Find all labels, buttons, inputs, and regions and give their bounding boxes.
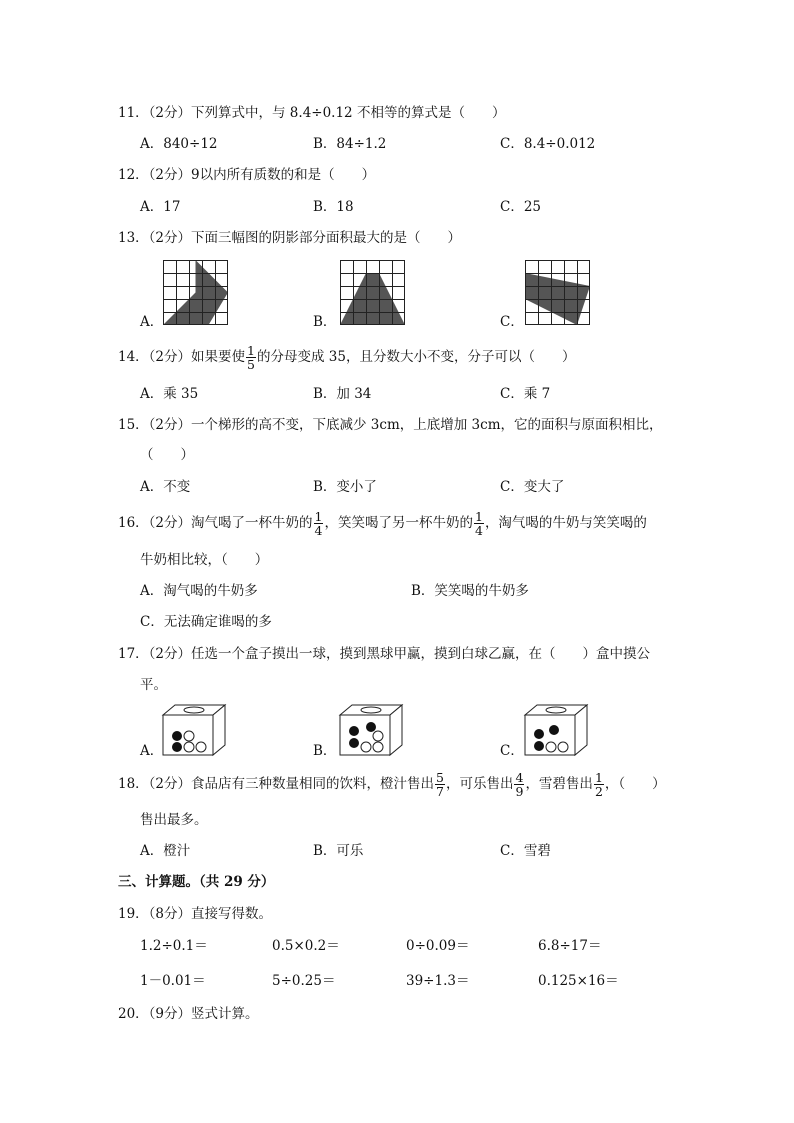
q18-frac3-num: 1 xyxy=(594,770,603,785)
q17-stem: 17．（2分）任选一个盒子摸出一球，摸到黑球甲赢，摸到白球乙赢，在（ ）盒中摸公 xyxy=(118,646,651,662)
black-ball xyxy=(349,726,359,736)
q15-stem-line2: （ ） xyxy=(140,447,194,463)
white-ball xyxy=(373,731,383,741)
q18-stem xyxy=(118,771,666,798)
q14-fraction xyxy=(246,344,256,371)
black-ball xyxy=(534,741,544,751)
q14-option-a: A．乘 35 xyxy=(140,386,199,402)
ball-box-c xyxy=(522,703,590,757)
black-ball xyxy=(549,725,559,735)
q13-option-a: A． xyxy=(140,314,164,330)
q18-stem-line2: 售出最多。 xyxy=(140,812,208,828)
q16-option-c: C．无法确定谁喝的多 xyxy=(140,614,272,630)
q16-frac2-num: 1 xyxy=(474,509,483,524)
q13-stem: 13．（2分）下面三幅图的阴影部分面积最大的是（ ） xyxy=(118,230,462,246)
q14-stem-pre: 14．（2分）如果要使 xyxy=(118,349,246,365)
q16-stem xyxy=(118,510,647,537)
q16-option-b: B．笑笑喝的牛奶多 xyxy=(411,583,529,599)
q14-frac-num: 1 xyxy=(247,343,255,358)
q19-stem: 19．（8分）直接写得数。 xyxy=(118,906,273,922)
q14-stem xyxy=(118,344,575,371)
q18-frac2-den: 9 xyxy=(515,784,524,799)
q12-option-b: B．18 xyxy=(313,199,354,215)
q14-option-c: C．乘 7 xyxy=(500,386,551,402)
q13-option-c: C． xyxy=(500,314,524,330)
q18-option-b: B．可乐 xyxy=(313,843,364,859)
q13-option-b: B． xyxy=(313,314,337,330)
q16-stem-mid: ，笑笑喝了另一杯牛奶的 xyxy=(324,515,473,531)
q16-fraction-2 xyxy=(474,510,484,537)
ball-box-a xyxy=(160,703,228,757)
q15-option-a: A．不变 xyxy=(140,479,191,495)
q18-stem-mid1: ，可乐售出 xyxy=(445,776,514,792)
ball-box-b xyxy=(337,703,405,757)
white-ball xyxy=(373,742,383,752)
grid-figure-b xyxy=(340,260,406,326)
q16-fraction-1 xyxy=(314,510,324,537)
q14-option-b: B．加 34 xyxy=(313,386,372,402)
q19-expr: 39÷1.3＝ xyxy=(406,973,470,989)
white-ball xyxy=(558,742,568,752)
grid-figure-c xyxy=(525,260,591,326)
white-ball xyxy=(184,742,194,752)
q16-stem-post: ，淘气喝的牛奶与笑笑喝的 xyxy=(484,515,647,531)
q18-frac1-den: 7 xyxy=(436,784,444,799)
q19-expr: 0.125×16＝ xyxy=(538,973,619,989)
q18-frac1-num: 5 xyxy=(436,770,444,785)
q15-option-b: B．变小了 xyxy=(313,479,377,495)
white-ball xyxy=(361,742,371,752)
q11-stem: 11．（2分）下列算式中，与 8.4÷0.12 不相等的算式是（ ） xyxy=(118,105,506,121)
q18-frac3-den: 2 xyxy=(594,784,603,799)
white-ball xyxy=(184,731,194,741)
black-ball xyxy=(172,742,182,752)
q12-option-a: A．17 xyxy=(140,199,181,215)
section-heading: 三、计算题。（共 29 分） xyxy=(118,874,275,890)
q18-fraction-3 xyxy=(594,771,604,798)
q12-option-c: C．25 xyxy=(500,199,542,215)
white-ball xyxy=(546,742,556,752)
black-ball xyxy=(172,731,182,741)
q16-option-a: A．淘气喝的牛奶多 xyxy=(140,583,258,599)
q19-expr: 0÷0.09＝ xyxy=(406,938,470,954)
q19-expr: 5÷0.25＝ xyxy=(272,973,336,989)
q14-frac-den: 5 xyxy=(247,357,255,372)
q19-expr: 1－0.01＝ xyxy=(140,973,206,989)
q12-stem: 12．（2分）9以内所有质数的和是（ ） xyxy=(118,167,376,183)
q19-expr: 1.2÷0.1＝ xyxy=(140,938,208,954)
q18-option-a: A．橙汁 xyxy=(140,843,191,859)
q18-stem-mid2: ，雪碧售出 xyxy=(525,776,593,792)
q18-option-c: C．雪碧 xyxy=(500,843,551,859)
q11-option-b: B．84÷1.2 xyxy=(313,136,387,152)
grid-figure-a xyxy=(163,260,229,326)
black-ball xyxy=(349,738,359,748)
black-ball xyxy=(534,729,544,739)
q11-option-c: C．8.4÷0.012 xyxy=(500,136,596,152)
q15-option-c: C．变大了 xyxy=(500,479,565,495)
q18-stem-post: ，（ ） xyxy=(604,776,666,792)
q17-stem-line2: 平。 xyxy=(140,677,167,693)
q16-stem-pre: 16．（2分）淘气喝了一杯牛奶的 xyxy=(118,515,313,531)
q16-frac1-den: 4 xyxy=(314,523,323,538)
q19-expr: 0.5×0.2＝ xyxy=(272,938,340,954)
q16-frac2-den: 4 xyxy=(474,523,483,538)
q16-stem-line2: 牛奶相比较，（ ） xyxy=(140,552,269,568)
q17-option-c: C． xyxy=(500,743,524,759)
q16-frac1-num: 1 xyxy=(314,509,323,524)
white-ball xyxy=(196,742,206,752)
q15-stem: 15．（2分）一个梯形的高不变，下底减少 3cm，上底增加 3cm，它的面积与原面积相比， xyxy=(118,417,663,433)
q14-stem-post: 的分母变成 35，且分数大小不变，分子可以（ ） xyxy=(256,349,576,365)
q20-stem: 20．（9分）竖式计算。 xyxy=(118,1006,259,1022)
q18-stem-pre: 18．（2分）食品店有三种数量相同的饮料，橙汁售出 xyxy=(118,776,435,792)
q11-option-a: A．840÷12 xyxy=(140,136,218,152)
q18-frac2-num: 4 xyxy=(515,770,524,785)
black-ball xyxy=(366,722,376,732)
q17-option-a: A． xyxy=(140,743,164,759)
q18-fraction-1 xyxy=(435,771,445,798)
q18-fraction-2 xyxy=(514,771,524,798)
q17-option-b: B． xyxy=(313,743,337,759)
q19-expr: 6.8÷17＝ xyxy=(538,938,602,954)
